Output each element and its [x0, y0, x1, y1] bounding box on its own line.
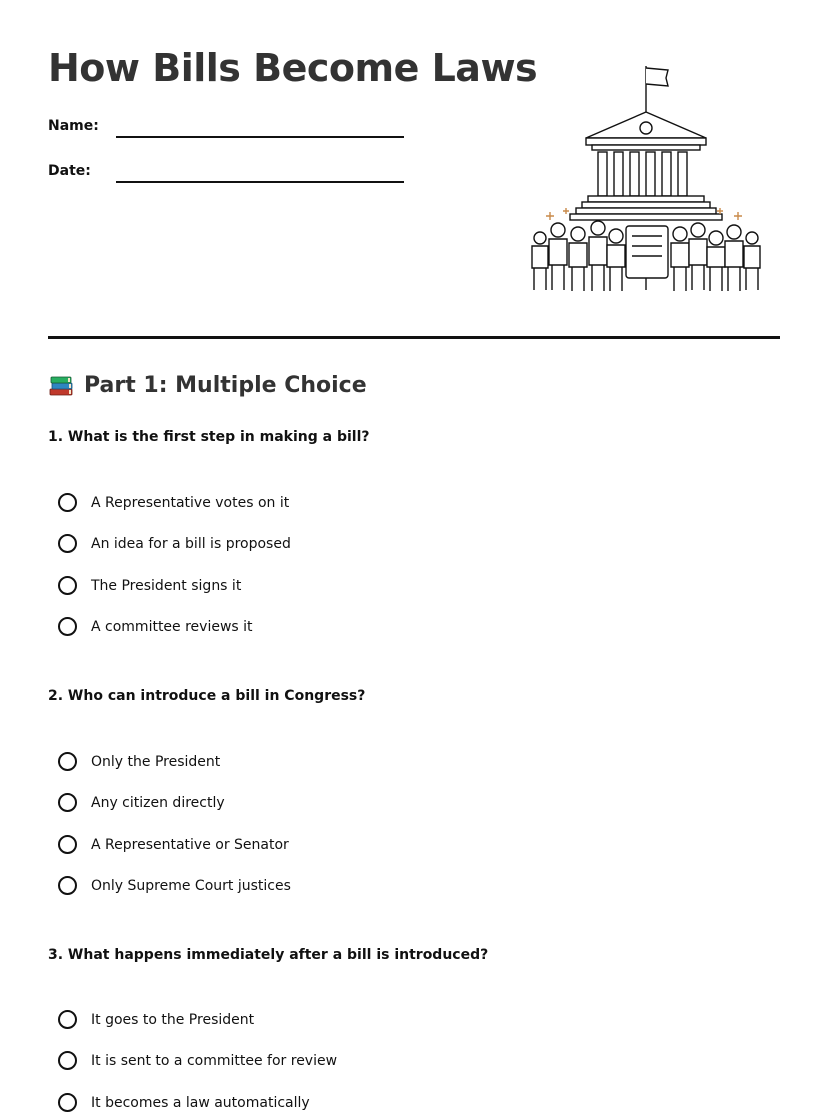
- radio-button[interactable]: [58, 493, 77, 512]
- q1-option-d[interactable]: [58, 617, 253, 636]
- radio-button[interactable]: [58, 1051, 77, 1070]
- part1-heading: [48, 372, 367, 398]
- q2-option-b[interactable]: [58, 793, 225, 812]
- question-2: 2. Who can introduce a bill in Congress?: [48, 688, 366, 704]
- capitol-building-with-people-illustration: [522, 58, 772, 303]
- q3-option-c[interactable]: [58, 1093, 310, 1112]
- section-divider: [48, 336, 780, 339]
- name-field[interactable]: [48, 118, 404, 134]
- option-label: It is sent to a committee for review: [91, 1052, 338, 1069]
- part1-heading-text: Part 1: Multiple Choice: [84, 372, 367, 398]
- option-label: It becomes a law automatically: [91, 1094, 310, 1111]
- radio-button[interactable]: [58, 534, 77, 553]
- option-label: Only Supreme Court justices: [91, 877, 291, 894]
- option-label: An idea for a bill is proposed: [91, 535, 291, 552]
- radio-button[interactable]: [58, 576, 77, 595]
- radio-button[interactable]: [58, 835, 77, 854]
- question-3: 3. What happens immediately after a bill is introduced?: [48, 947, 489, 963]
- option-label: It goes to the President: [91, 1011, 255, 1028]
- radio-button[interactable]: [58, 876, 77, 895]
- name-label: Name:: [48, 118, 99, 134]
- option-label: Any citizen directly: [91, 794, 225, 811]
- date-line[interactable]: [116, 163, 404, 183]
- name-line[interactable]: [116, 118, 404, 138]
- worksheet-title: How Bills Become Laws: [48, 46, 538, 90]
- option-label: A committee reviews it: [91, 618, 253, 635]
- option-label: A Representative votes on it: [91, 494, 290, 511]
- q2-option-c[interactable]: [58, 835, 289, 854]
- option-label: A Representative or Senator: [91, 836, 289, 853]
- q2-option-d[interactable]: [58, 876, 291, 895]
- question-1: 1. What is the first step in making a bill?: [48, 429, 370, 445]
- radio-button[interactable]: [58, 1093, 77, 1112]
- q1-option-b[interactable]: [58, 534, 291, 553]
- radio-button[interactable]: [58, 1010, 77, 1029]
- date-label: Date:: [48, 163, 91, 179]
- option-label: The President signs it: [91, 577, 242, 594]
- option-label: Only the President: [91, 753, 221, 770]
- q2-option-a[interactable]: [58, 752, 220, 771]
- radio-button[interactable]: [58, 752, 77, 771]
- radio-button[interactable]: [58, 793, 77, 812]
- books-icon: [48, 372, 74, 398]
- q1-option-a[interactable]: [58, 493, 289, 512]
- q3-option-b[interactable]: [58, 1051, 337, 1070]
- radio-button[interactable]: [58, 617, 77, 636]
- q3-option-a[interactable]: [58, 1010, 254, 1029]
- date-field[interactable]: [48, 163, 404, 179]
- q1-option-c[interactable]: [58, 576, 241, 595]
